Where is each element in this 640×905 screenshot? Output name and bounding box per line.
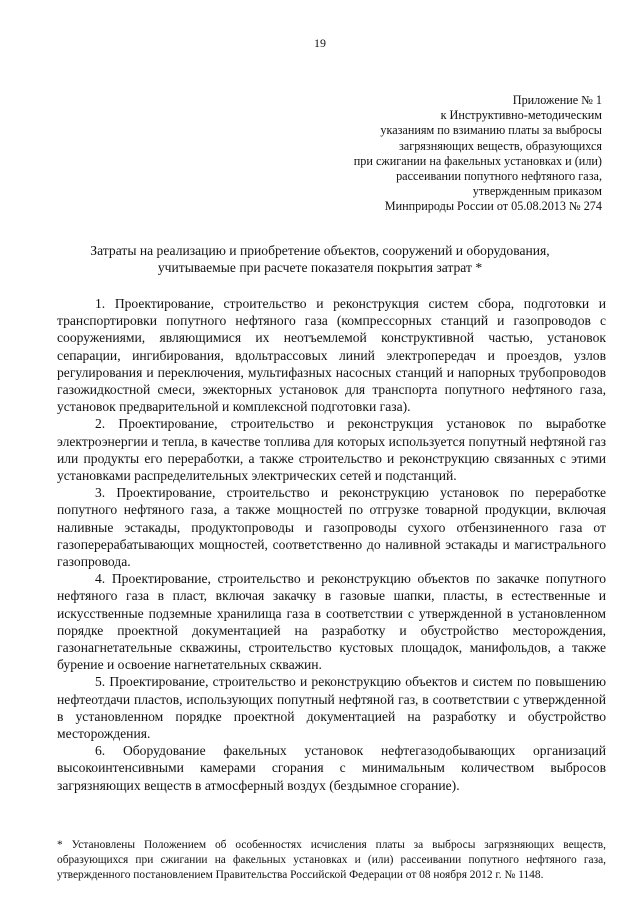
appendix-line: Приложение № 1 [512,93,602,107]
appendix-line: к Инструктивно-методическим [440,108,602,123]
page-number: 19 [314,36,326,50]
paragraph-4: 4. Проектирование, строительство и реконструкцию объектов по закачке попутного нефтяного газа в пласт, включая закачку в газовые шапки, пласты, в естественные и искусственные подземные хранилища газа в соответствии с утвержденной в установленном порядке проектной документацией на разработку и обустройство месторождения, газонагнетательные скважины, строительство кустовых площадок, манифольдов, а также бурение и освоение нагнетательных скважин. [57,571,606,673]
paragraph-3: 3. Проектирование, строительство и реконструкцию установок по переработке попутного нефтяного газа, а также мощностей по отгрузке товарной продукции, включая наливные эстакады, продуктопроводы и газопроводы сухого отбензиненного газа от газоперерабатывающих мощностей, соответственно до наливной эстакады и магистрального газопровода. [57,485,606,570]
appendix-line: утвержденным приказом [472,184,602,199]
heading-line: учитываемые при расчете показателя покрытия затрат * [157,260,483,275]
document-heading [40,242,600,276]
footnote: * Установлены Положением об особенностях исчисления платы за выбросы загрязняющих веществ, образующихся при сжигании на факельных установках и (или) рассеивании попутного нефтяного газа, утвержденного постановлением Правительства Российской Федерации от 08 ноября 2012 г. № 1148. [57,839,606,881]
heading-line: Затраты на реализацию и приобретение объектов, сооружений и оборудования, [90,243,550,258]
paragraph-1: 1. Проектирование, строительство и реконструкция систем сбора, подготовки и транспортировки попутного нефтяного газа (компрессорных станций и газопроводов с сооружениями, являющимися их неотъемлемой конструктивной частью, установок сепарации, ингибирования, вдольтрассовых линий электропередач и проездов, узлов регулирования и переключения, мультифазных насосных станций и напорных трубопроводов газожидкостной смеси, эжекторных установок для транспорта попутного нефтяного газа, установок предварительной и комплексной подготовки газа). [57,296,606,415]
paragraph-5: 5. Проектирование, строительство и реконструкцию объектов и систем по повышению нефтеотдачи пластов, использующих попутный нефтяной газ, в соответствии с утвержденной в установленном порядке проектной документацией на разработку и обустройство месторождения. [57,674,606,742]
document-body [57,295,606,794]
appendix-line: при сжигании на факельных установках и (или) [353,153,602,168]
appendix-reference [302,93,602,215]
appendix-line: указаниям по взиманию платы за выбросы [380,123,602,138]
appendix-line: загрязняющих веществ, образующихся [398,138,602,153]
paragraph-2: 2. Проектирование, строительство и реконструкция установок по выработке электроэнергии и тепла, в качестве топлива для которых используется попутный нефтяной газ или продукты его переработки, а также строительство и реконструкцию связанных с этими установками распределительных электрических сетей и подстанций. [57,416,606,484]
paragraph-6: 6. Оборудование факельных установок нефтегазодобывающих организаций высокоинтенсивными камерами сгорания с минимальным количеством выбросов загрязняющих веществ в атмосферный воздух (бездымное сгорание). [57,743,606,793]
appendix-line: Минприроды России от 05.08.2013 № 274 [384,199,602,214]
appendix-line: рассеивании попутного нефтяного газа, [396,169,602,184]
